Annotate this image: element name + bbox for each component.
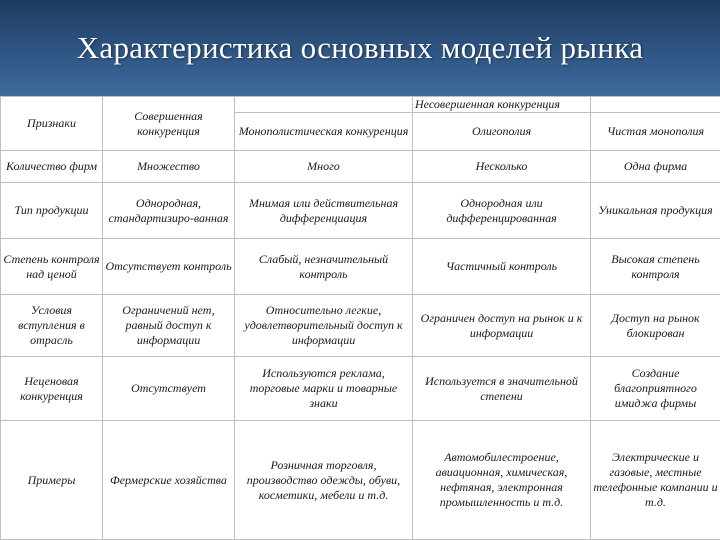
- table-cell: Розничная торговля, производство одежды, обуви, косметики, мебели и т.д.: [235, 421, 413, 540]
- table-cell: Фермерские хозяйства: [103, 421, 235, 540]
- table-cell: Множество: [103, 151, 235, 183]
- row-label-price-control: Степень контроля над ценой: [1, 239, 103, 295]
- table-row: [1, 421, 720, 540]
- table-row: [1, 357, 720, 421]
- page-title: Характеристика основных моделей рынка: [76, 30, 644, 65]
- table-cell: Используются реклама, торговые марки и товарные знаки: [235, 357, 413, 421]
- table-cell: Доступ на рынок блокирован: [591, 295, 720, 357]
- table-cell: Используется в значительной степени: [413, 357, 591, 421]
- table-cell: Автомобилестроение, авиационная, химическая, нефтяная, электронная промышленность и т.д.: [413, 421, 591, 540]
- row-label-examples: Примеры: [1, 421, 103, 540]
- table-cell: Слабый, незначительный контроль: [235, 239, 413, 295]
- table-cell: Частичный контроль: [413, 239, 591, 295]
- table-row: [1, 151, 720, 183]
- row-label-non-price-competition: Неценовая конкуренция: [1, 357, 103, 421]
- table-cell: Относительно легкие, удовлетворительный доступ к информации: [235, 295, 413, 357]
- header-cell-perfect-competition: Совершенная конкуренция: [103, 97, 235, 151]
- title-banner: [0, 0, 720, 96]
- table-row: [1, 183, 720, 239]
- table-cell: Одна фирма: [591, 151, 720, 183]
- table-row: [1, 239, 720, 295]
- header-cell-monopolistic-competition: Монополистическая конкуренция: [235, 113, 413, 151]
- header-cell-imperfect-competition: Несовершенная конкуренция: [413, 97, 591, 113]
- table-group-header-row: [1, 97, 720, 113]
- header-cell-oligopoly: Олигополия: [413, 113, 591, 151]
- table-cell: Несколько: [413, 151, 591, 183]
- table-cell: Создание благоприятного имиджа фирмы: [591, 357, 720, 421]
- table-cell: Отсутствует контроль: [103, 239, 235, 295]
- row-label-entry-conditions: Условия вступления в отрасль: [1, 295, 103, 357]
- table-cell: Уникальная продукция: [591, 183, 720, 239]
- table-row: [1, 295, 720, 357]
- table-cell: Ограничений нет, равный доступ к информации: [103, 295, 235, 357]
- row-label-product-type: Тип продукции: [1, 183, 103, 239]
- header-cell-features: Признаки: [1, 97, 103, 151]
- table-cell: Однородная или дифференцированная: [413, 183, 591, 239]
- table-cell: Однородная, стандартизиро-ванная: [103, 183, 235, 239]
- header-cell-pure-monopoly: Чистая монополия: [591, 113, 720, 151]
- table-cell: Электрические и газовые, местные телефонные компании и т.д.: [591, 421, 720, 540]
- table-cell: Ограничен доступ на рынок и к информации: [413, 295, 591, 357]
- table-cell: Много: [235, 151, 413, 183]
- table-cell: Отсутствует: [103, 357, 235, 421]
- table-cell: Высокая степень контроля: [591, 239, 720, 295]
- market-models-table: [0, 96, 720, 540]
- row-label-number-of-firms: Количество фирм: [1, 151, 103, 183]
- table-cell: Мнимая или действительная дифференциация: [235, 183, 413, 239]
